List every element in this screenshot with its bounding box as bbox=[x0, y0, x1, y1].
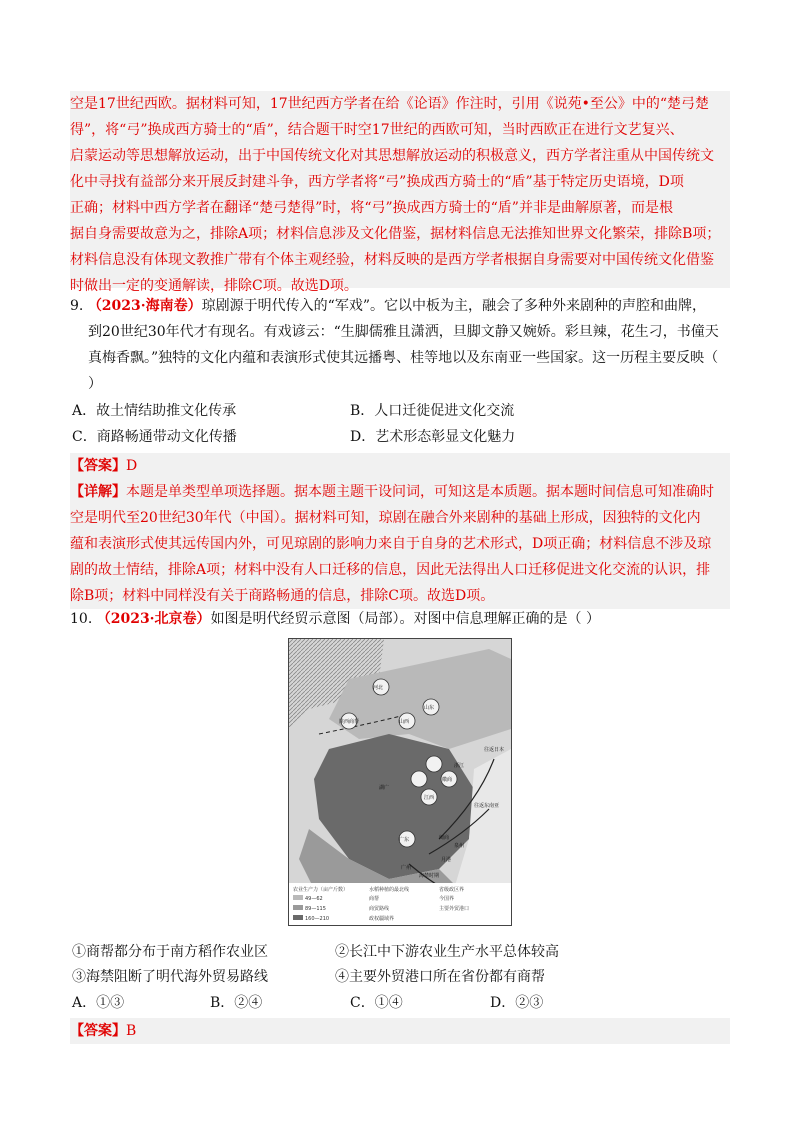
svg-text:陕西商帮: 陕西商帮 bbox=[339, 719, 360, 725]
statement-1: ①商帮都分布于南方稻作农业区 bbox=[72, 944, 268, 960]
svg-text:山西: 山西 bbox=[399, 719, 410, 725]
option-c[interactable]: C．①④ bbox=[350, 995, 403, 1011]
answer-10 bbox=[70, 1018, 730, 1044]
option-a[interactable]: A．①③ bbox=[72, 995, 125, 1011]
answer-value: D bbox=[126, 458, 138, 474]
text-line: 化中寻找有益部分来开展反封建斗争，西方学者将“弓”换成西方骑士的“盾”基于特定历史语境，D项 bbox=[70, 174, 684, 190]
svg-text:徽商: 徽商 bbox=[442, 777, 453, 783]
text-line: 空是明代至20世纪30年代（中国）。据材料可知，琼剧在融合外来剧种的基础上形成，因独特的文化内 bbox=[70, 510, 701, 526]
ming-trade-map bbox=[288, 638, 512, 926]
option-b[interactable]: B．②④ bbox=[210, 995, 263, 1011]
text-line: 据自身需要故意为之，排除A项；材料信息涉及文化借鉴，据材料信息无法推知世界文化繁荣，排除B项； bbox=[70, 226, 721, 242]
text-line: 本题是单类型单项选择题。据本题主题干设问词，可知这是本质题。据本题时间信息可知准确时 bbox=[126, 484, 714, 500]
question-number: 9. bbox=[70, 298, 84, 314]
option-a[interactable]: A．故土情结助推文化传承 bbox=[72, 403, 237, 419]
text-line: 启蒙运动等思想解放运动，出于中国传统文化对其思想解放运动的积极意义，西方学者注重从中国传统文 bbox=[70, 148, 714, 164]
svg-text:泉州: 泉州 bbox=[454, 843, 465, 849]
svg-text:省级政区界: 省级政区界 bbox=[439, 887, 465, 893]
text-line: 材料信息没有体现文教推广带有个体主观经验，材料反映的是西方学者根据自身需要对中国传统文化借鉴 bbox=[70, 252, 714, 268]
question-stem-line: 琼剧源于明代传入的“军戏”。它以中板为主，融会了多种外来剧种的声腔和曲牌， bbox=[201, 298, 706, 314]
svg-text:月港: 月港 bbox=[441, 857, 452, 863]
svg-text:水稻种植的最北线: 水稻种植的最北线 bbox=[369, 887, 410, 893]
question-stem-line: 真梅香飘。”独特的文化内蕴和表演形式使其远播粤、桂等地以及东南亚一些国家。这一历程主要反映（ bbox=[88, 350, 719, 366]
text-line: 得”，将“弓”换成西方骑士的“盾”，结合题干时空17世纪的西欧可知，当时西欧正在进行文艺复兴、 bbox=[70, 122, 684, 138]
option-d[interactable]: D．②③ bbox=[490, 995, 544, 1011]
statement-2: ②长江中下游农业生产水平总体较高 bbox=[335, 944, 559, 960]
answer-label: 【答案】 bbox=[70, 458, 126, 474]
svg-text:海禁时期: 海禁时期 bbox=[419, 873, 440, 879]
text-line: 空是17世纪西欧。据材料可知，17世纪西方学者在给《论语》作注时，引用《说苑•至公》中的“楚弓楚 bbox=[70, 96, 710, 112]
explanation-label: 【详解】 bbox=[70, 484, 126, 500]
svg-text:今国界: 今国界 bbox=[439, 896, 455, 902]
previous-explanation bbox=[70, 91, 730, 294]
svg-text:闽商: 闽商 bbox=[439, 835, 450, 841]
svg-text:商贸路线: 商贸路线 bbox=[369, 906, 390, 912]
svg-text:商帮: 商帮 bbox=[369, 896, 380, 902]
svg-text:89—115: 89—115 bbox=[305, 906, 326, 912]
question-stem-line: 到20世纪30年代才有现名。有戏谚云：“生脚儒雅且潇洒，旦脚文静又婉娇。彩旦辣，花生刁，书僮天 bbox=[88, 324, 719, 340]
svg-text:主要外贸港口: 主要外贸港口 bbox=[439, 906, 470, 912]
question-stem: 如图是明代经贸示意图（局部）。对图中信息理解正确的是（ ） bbox=[210, 611, 601, 627]
question-10 bbox=[70, 606, 730, 632]
statement-4: ④主要外贸港口所在省份都有商帮 bbox=[335, 969, 545, 985]
question-stem-line: ） bbox=[88, 376, 102, 392]
svg-text:广东: 广东 bbox=[399, 837, 410, 843]
svg-text:江西: 江西 bbox=[424, 795, 435, 801]
explanation-9 bbox=[70, 479, 730, 609]
text-line: 蕴和表演形式使其远传国内外，可见琼剧的影响力来自于自身的艺术形式，D项正确；材料信息不涉及琼 bbox=[70, 536, 712, 552]
svg-text:广州: 广州 bbox=[401, 865, 412, 871]
svg-text:湖广: 湖广 bbox=[379, 785, 390, 791]
legend-title: 农业生产力（亩产斤数） bbox=[293, 887, 349, 893]
option-c[interactable]: C．商路畅通带动文化传播 bbox=[72, 429, 237, 445]
text-line: 正确；材料中西方学者在翻译“楚弓楚得”时，将“弓”换成西方骑士的“盾”并非是曲解原著，而是根 bbox=[70, 200, 673, 216]
answer-label: 【答案】 bbox=[70, 1023, 126, 1039]
option-d[interactable]: D．艺术形态彰显文化魅力 bbox=[350, 429, 516, 445]
text-line: 剧的故土情结，排除A项；材料中没有人口迁移的信息，因此无法得出人口迁移促进文化交流的认识，排 bbox=[70, 562, 711, 578]
map-graphic bbox=[289, 639, 511, 925]
question-source: （2023·北京卷） bbox=[96, 611, 211, 627]
question-number: 10. bbox=[70, 611, 93, 627]
answer-9 bbox=[70, 453, 730, 479]
svg-text:往返东南亚: 往返东南亚 bbox=[474, 803, 500, 809]
svg-text:浙江: 浙江 bbox=[454, 763, 465, 769]
svg-text:往返日本: 往返日本 bbox=[484, 747, 505, 753]
question-source: （2023·海南卷） bbox=[87, 298, 202, 314]
svg-text:160—210: 160—210 bbox=[305, 916, 330, 922]
text-line: 时做出一定的变通解读，排除C项。故选D项。 bbox=[70, 278, 358, 294]
text-line: 除B项；材料中同样没有关于商路畅通的信息，排除C项。故选D项。 bbox=[70, 588, 495, 604]
svg-text:政权疆域界: 政权疆域界 bbox=[369, 916, 395, 922]
svg-text:49—62: 49—62 bbox=[305, 896, 323, 902]
svg-text:山东: 山东 bbox=[424, 705, 435, 711]
question-9 bbox=[70, 293, 730, 397]
answer-value: B bbox=[126, 1023, 137, 1039]
svg-text:河北: 河北 bbox=[373, 685, 384, 691]
statement-3: ③海禁阻断了明代海外贸易路线 bbox=[72, 969, 268, 985]
option-b[interactable]: B．人口迁徙促进文化交流 bbox=[350, 403, 515, 419]
